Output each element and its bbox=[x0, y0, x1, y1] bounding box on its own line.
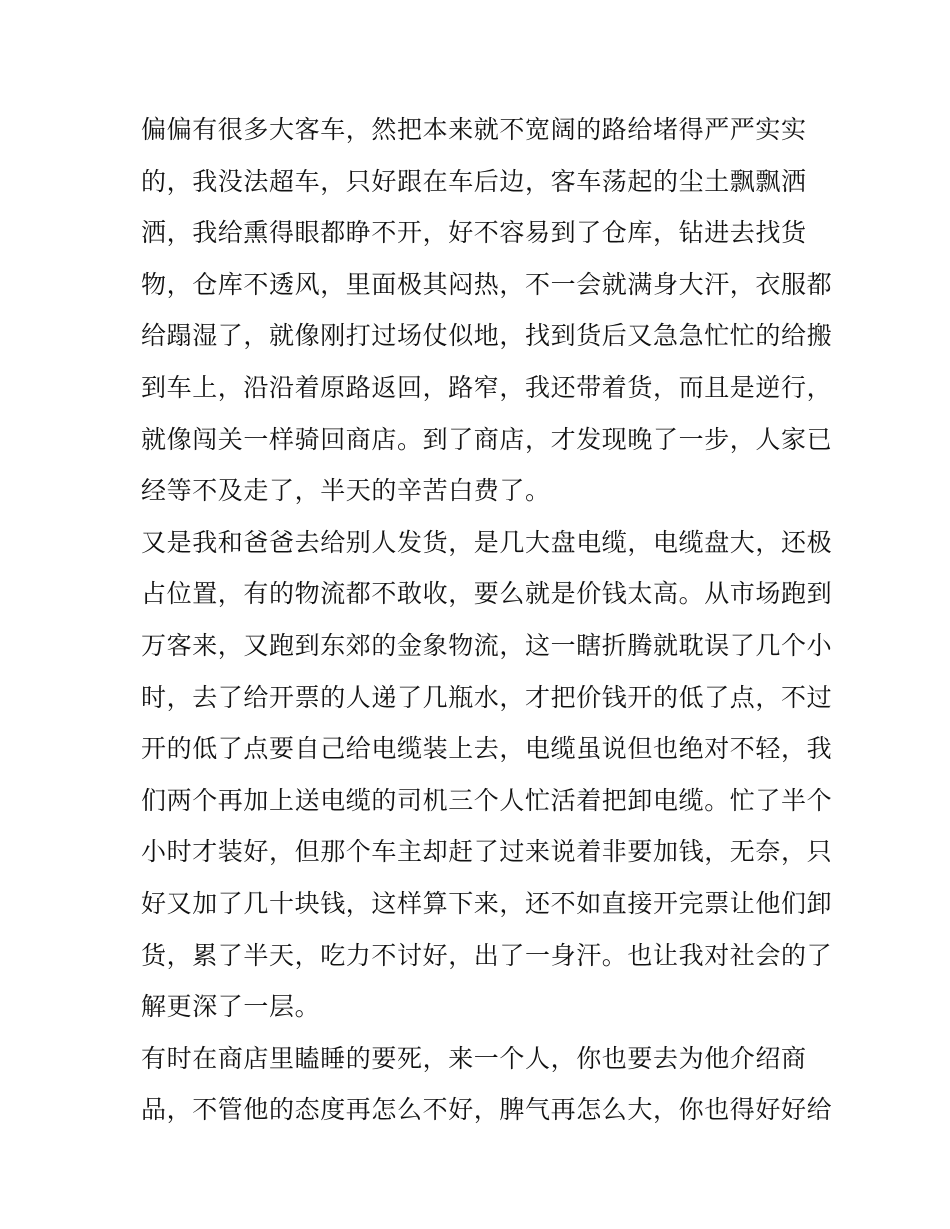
text-line: 又是我和爸爸去给别人发货，是几大盘电缆，电缆盘大，还极 bbox=[141, 527, 833, 557]
text-line: 小时才装好，但那个车主却赶了过来说着非要加钱，无奈，只 bbox=[141, 837, 833, 867]
text-line: 给蹋湿了，就像刚打过场仗似地，找到货后又急急忙忙的给搬 bbox=[141, 321, 833, 351]
text-line: 占位置，有的物流都不敢收，要么就是价钱太高。从市场跑到 bbox=[141, 579, 833, 609]
text-line: 经等不及走了，半天的辛苦白费了。 bbox=[141, 476, 551, 506]
text-line: 货，累了半天，吃力不讨好，出了一身汗。也让我对社会的了 bbox=[141, 940, 833, 970]
text-line: 解更深了一层。 bbox=[141, 992, 321, 1022]
text-line: 到车上，沿沿着原路返回，路窄，我还带着货，而且是逆行， bbox=[141, 372, 833, 402]
text-line: 的，我没法超车，只好跟在车后边，客车荡起的尘土飘飘洒 bbox=[141, 166, 807, 196]
paragraph-2 bbox=[141, 517, 833, 1033]
text-line: 时，去了给开票的人递了几瓶水，才把价钱开的低了点，不过 bbox=[141, 682, 833, 712]
text-line: 开的低了点要自己给电缆装上去，电缆虽说但也绝对不轻，我 bbox=[141, 734, 833, 764]
text-line: 品，不管他的态度再怎么不好，脾气再怎么大，你也得好好给 bbox=[141, 1095, 833, 1125]
text-line: 洒，我给熏得眼都睁不开，好不容易到了仓库，钻进去找货 bbox=[141, 218, 807, 248]
text-line: 就像闯关一样骑回商店。到了商店，才发现晚了一步，人家已 bbox=[141, 424, 833, 454]
document-body bbox=[141, 104, 833, 1136]
paragraph-3 bbox=[141, 1033, 833, 1136]
text-line: 好又加了几十块钱，这样算下来，还不如直接开完票让他们卸 bbox=[141, 888, 833, 918]
text-line: 有时在商店里瞌睡的要死，来一个人，你也要去为他介绍商 bbox=[141, 1043, 807, 1073]
text-line: 偏偏有很多大客车，然把本来就不宽阔的路给堵得严严实实 bbox=[141, 115, 807, 144]
paragraph-1 bbox=[141, 104, 833, 517]
text-line: 们两个再加上送电缆的司机三个人忙活着把卸电缆。忙了半个 bbox=[141, 785, 833, 815]
text-line: 万客来，又跑到东郊的金象物流，这一瞎折腾就耽误了几个小 bbox=[141, 630, 833, 660]
text-line: 物，仓库不透风，里面极其闷热，不一会就满身大汗，衣服都 bbox=[141, 269, 833, 299]
